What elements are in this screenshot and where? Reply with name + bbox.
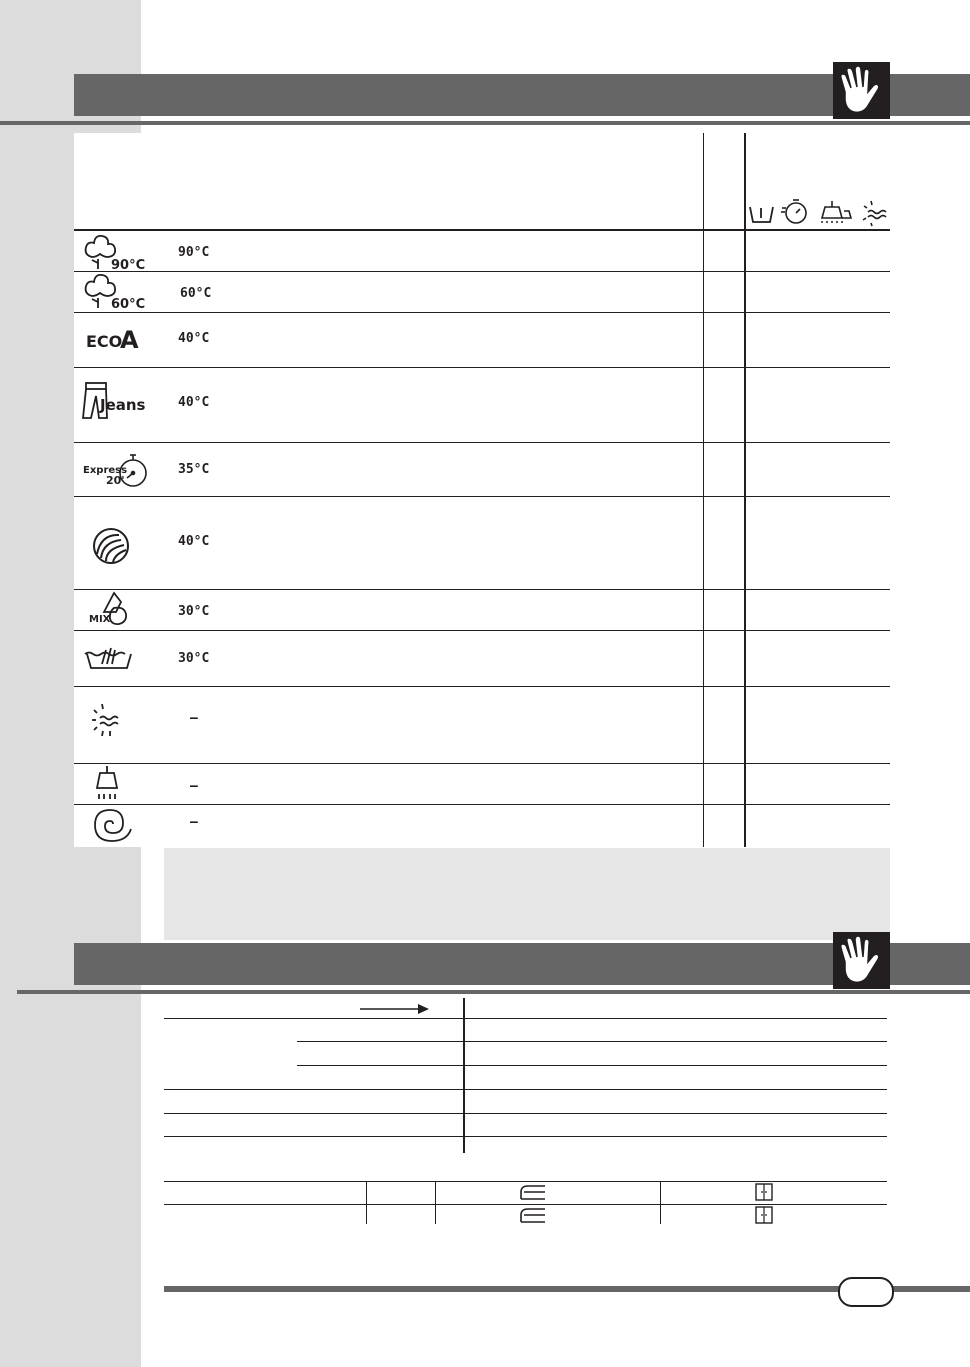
row-divider <box>164 1136 887 1137</box>
program-temperature: 60°C <box>180 286 212 301</box>
iron-icon <box>519 1206 549 1224</box>
table-header-rule <box>74 229 890 231</box>
row-divider <box>297 1065 887 1066</box>
row-divider <box>74 589 890 590</box>
note-box <box>164 848 890 940</box>
program-temperature: – <box>190 711 198 726</box>
svg-text:MIX: MIX <box>89 614 111 625</box>
program-temperature: 90°C <box>178 245 210 260</box>
program-temperature: 30°C <box>178 604 210 619</box>
eco-a-icon <box>82 320 154 362</box>
row-divider <box>164 1089 887 1090</box>
row-divider <box>74 367 890 368</box>
rinse-icon <box>80 764 152 806</box>
hand-icon <box>833 62 890 119</box>
section-rule <box>17 990 970 994</box>
jeans-icon <box>80 380 152 422</box>
program-temperature: – <box>190 815 198 830</box>
column-divider <box>366 1182 367 1224</box>
wardrobe-icon <box>754 1206 774 1225</box>
row-divider <box>164 1018 887 1019</box>
rinse-shower-icon <box>821 201 851 222</box>
row-divider <box>164 1181 887 1182</box>
programs-table <box>74 133 890 847</box>
row-divider <box>74 312 890 313</box>
svg-text:A: A <box>120 326 139 354</box>
column-divider <box>744 133 746 847</box>
svg-text:90°C: 90°C <box>111 258 146 273</box>
cotton-60-icon <box>78 272 150 314</box>
wool-icon <box>77 525 149 567</box>
hand-wash-icon <box>78 638 150 680</box>
row-divider <box>74 442 890 443</box>
row-divider <box>74 686 890 687</box>
page-number-badge <box>838 1277 894 1307</box>
basin-wash-icon <box>750 207 773 222</box>
wardrobe-icon <box>754 1183 774 1202</box>
mix-icon <box>80 590 152 632</box>
program-temperature: – <box>190 779 198 794</box>
program-temperature: 40°C <box>178 331 210 346</box>
cotton-90-icon <box>78 233 150 275</box>
program-temperature: 40°C <box>178 395 210 410</box>
column-divider <box>463 998 465 1153</box>
timer-icon <box>781 200 806 223</box>
row-divider <box>164 1204 887 1205</box>
row-divider <box>74 630 890 631</box>
arrow-right-icon <box>360 1002 430 1016</box>
row-divider <box>164 1113 887 1114</box>
program-temperature: 40°C <box>178 534 210 549</box>
section-rule <box>0 121 970 125</box>
express-20-icon <box>80 449 152 491</box>
column-divider <box>435 1182 436 1224</box>
svg-text:Express: Express <box>83 465 128 476</box>
program-temperature: 35°C <box>178 462 210 477</box>
spin-icon <box>80 804 152 846</box>
svg-text:Jeans: Jeans <box>100 396 146 414</box>
iron-icon <box>519 1183 549 1201</box>
hand-icon <box>833 932 890 989</box>
row-divider <box>74 496 890 497</box>
options-header <box>748 198 890 228</box>
row-divider <box>74 271 890 272</box>
refresh-icon <box>80 700 152 742</box>
row-divider <box>74 804 890 805</box>
svg-text:20': 20' <box>106 474 125 487</box>
sparkle-water-icon <box>863 201 886 226</box>
row-divider <box>74 763 890 764</box>
program-temperature: 30°C <box>178 651 210 666</box>
svg-text:60°C: 60°C <box>111 297 146 312</box>
column-divider <box>703 133 704 847</box>
column-divider <box>660 1182 661 1224</box>
row-divider <box>297 1041 887 1042</box>
svg-text:ECO: ECO <box>86 332 123 351</box>
